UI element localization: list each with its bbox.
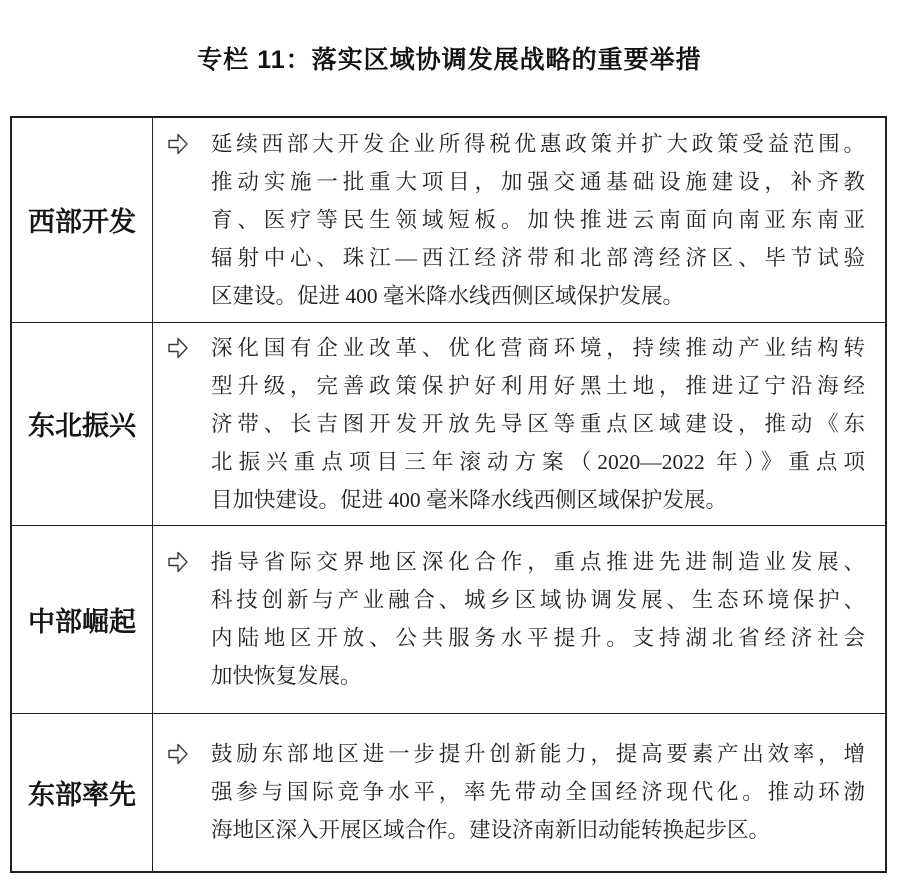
table-row (11, 525, 886, 713)
rightwards-white-arrow-icon (167, 336, 189, 360)
text-line: 强参与国际竞争水平，率先带动全国经济现代化。推动环渤 (211, 780, 865, 805)
row-content (153, 117, 887, 322)
text-line: 加快恢复发展。 (211, 664, 362, 688)
text-line: 型升级，完善政策保护好利用好黑土地，推进辽宁沿海经 (211, 373, 865, 398)
text-line: 鼓励东部地区进一步提升创新能力，提高要素产出效率，增 (211, 742, 865, 767)
text-line: 海地区深入开展区域合作。建设济南新旧动能转换起步区。 (211, 818, 771, 843)
text-line: 推动实施一批重大项目，加强交通基础设施建设，补齐教 (211, 169, 865, 194)
row-content (153, 322, 887, 525)
text-line: 科技创新与产业融合、城乡区域协调发展、生态环境保护、 (211, 588, 865, 612)
row-label-northeast-revitalization: 东北振兴 (11, 322, 153, 525)
row-paragraph (211, 543, 865, 695)
rightwards-white-arrow-icon (167, 550, 189, 574)
row-label-central-rise: 中部崛起 (11, 525, 153, 713)
text-line: 区建设。促进 400 毫米降水线西侧区域保护发展。 (211, 283, 685, 308)
text-line: 目加快建设。促进 400 毫米降水线西侧区域保护发展。 (211, 487, 728, 512)
text-line: 深化国有企业改革、优化营商环境，持续推动产业结构转 (211, 335, 865, 360)
text-line: 延续西部大开发企业所得税优惠政策并扩大政策受益范围。 (211, 131, 865, 156)
page-title: 专栏 11：落实区域协调发展战略的重要举措 (197, 46, 702, 74)
rightwards-white-arrow-icon (167, 742, 189, 766)
text-line: 内陆地区开放、公共服务水平提升。支持湖北省经济社会 (211, 626, 865, 650)
text-line: 辐射中心、珠江—西江经济带和北部湾经济区、毕节试验 (211, 245, 865, 270)
text-line: 北振兴重点项目三年滚动方案（2020—2022 年）》重点项 (211, 449, 865, 474)
table-row (11, 713, 886, 872)
text-line: 济带、长吉图开发开放先导区等重点区域建设，推动《东 (211, 411, 865, 436)
document-page (0, 40, 899, 885)
text-line: 育、医疗等民生领域短板。加快推进云南面向南亚东南亚 (211, 207, 865, 232)
row-paragraph (211, 329, 865, 519)
table-row (11, 322, 886, 525)
measures-table (10, 116, 887, 873)
row-paragraph (211, 735, 865, 849)
text-line: 指导省际交界地区深化合作，重点推进先进制造业发展、 (211, 550, 865, 574)
table-row (11, 117, 886, 322)
row-label-western-development: 西部开发 (11, 117, 153, 322)
row-label-eastern-lead: 东部率先 (11, 713, 153, 872)
row-paragraph (211, 125, 865, 315)
row-content (153, 525, 887, 713)
row-content (153, 713, 887, 872)
rightwards-white-arrow-icon (167, 132, 189, 156)
